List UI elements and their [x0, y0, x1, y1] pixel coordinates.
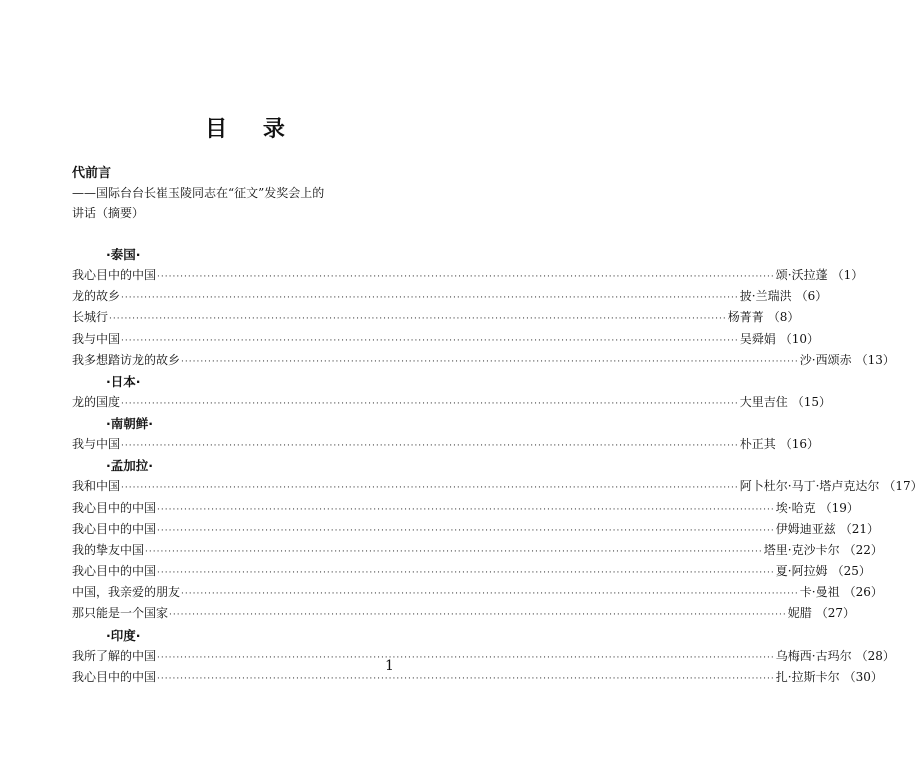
dot-leader: ································································································································································: [169, 610, 787, 621]
entry-author: 吴舜娟: [739, 331, 776, 346]
entry-author: 伊姆迪亚兹: [775, 521, 836, 536]
toc-entry: [72, 540, 883, 561]
entry-author: 阿卜杜尔·马丁·塔卢克达尔: [739, 479, 880, 494]
entry-page: （27）: [815, 606, 856, 621]
toc-entry: [72, 519, 880, 540]
page-number: 1: [385, 658, 394, 674]
toc-entry: [72, 582, 883, 603]
entry-author: 颂·沃拉蓬: [775, 268, 828, 282]
entry-title: 我心目中的中国: [72, 564, 157, 579]
dot-leader: ································································································································································: [181, 589, 799, 600]
entry-author: 杨菁菁: [727, 310, 764, 325]
dot-leader: ································································································································································: [157, 652, 775, 663]
toc-entry: [72, 476, 923, 497]
entry-page: （16）: [779, 437, 820, 452]
dot-leader: ································································································································································: [121, 398, 739, 409]
entry-author: 乌梅西·古玛尔: [775, 648, 852, 663]
section-country-heading: ·印度·: [106, 627, 141, 643]
entry-author: 夏·阿拉姆: [775, 564, 828, 579]
entry-page: （28）: [855, 648, 895, 663]
entry-page: （10）: [779, 331, 820, 346]
preface-heading: 代前言: [72, 166, 112, 181]
entry-page: （21）: [839, 521, 880, 536]
dot-leader: ································································································································································: [157, 568, 775, 579]
entry-title: 中国，我亲爱的朋友: [72, 585, 181, 600]
entry-page: （26）: [843, 585, 883, 600]
entry-title: 我与中国: [72, 437, 121, 452]
entry-title: 我与中国: [72, 331, 121, 346]
toc-entry: [72, 603, 856, 624]
entry-title: 长城行: [72, 310, 109, 325]
entry-page: （15）: [791, 394, 832, 409]
section-country-heading: ·泰国·: [106, 247, 141, 262]
toc-entry: [72, 667, 883, 688]
entry-author: 沙·西颂赤: [799, 352, 852, 367]
section-country-heading: ·孟加拉·: [106, 458, 153, 474]
dot-leader: ································································································································································: [157, 504, 775, 515]
entry-title: 那只能是一个国家: [72, 606, 169, 621]
entry-page: （13）: [855, 352, 895, 367]
dot-leader: ································································································································································: [121, 441, 739, 452]
page-title: 目 录: [205, 117, 299, 142]
entry-author: 朴正其: [739, 437, 776, 452]
entry-page: （8）: [767, 310, 800, 325]
preface-subtitle-line1: ——国际台台长崔玉陵同志在“征文”发奖会上的: [72, 186, 325, 200]
entry-author: 扎·拉斯卡尔: [775, 669, 840, 684]
entry-title: 我心目中的中国: [72, 521, 157, 536]
dot-leader: ································································································································································: [157, 272, 775, 282]
toc-entry: [72, 392, 832, 413]
toc-entry: [72, 265, 864, 286]
entry-page: （25）: [831, 564, 871, 579]
toc-entry: [72, 307, 800, 328]
dot-leader: ································································································································································: [109, 314, 727, 325]
entry-title: 我的挚友中国: [72, 542, 145, 557]
toc-entry: [72, 646, 895, 667]
dot-leader: ································································································································································: [121, 293, 739, 304]
entry-title: 我所了解的中国: [72, 648, 157, 663]
dot-leader: ································································································································································: [157, 673, 775, 684]
toc-entry: [72, 350, 895, 371]
dot-leader: ································································································································································: [181, 356, 799, 367]
dot-leader: ································································································································································: [121, 483, 739, 494]
entry-author: 大里吉住: [739, 394, 788, 409]
entry-title: 我心目中的中国: [72, 669, 157, 684]
entry-title: 我多想踏访龙的故乡: [72, 352, 181, 367]
toc-entry: [72, 498, 859, 519]
entry-page: （22）: [843, 542, 883, 557]
toc-entry: [72, 434, 820, 455]
section-country-heading: ·南朝鲜·: [106, 416, 153, 432]
toc-entry: [72, 286, 828, 307]
preface-subtitle-line2: 讲话（摘要）: [72, 206, 145, 220]
entry-page: （19）: [819, 500, 859, 515]
entry-title: 我心目中的中国: [72, 268, 157, 282]
table-of-contents: [72, 244, 923, 688]
entry-author: 塔里·克沙卡尔: [763, 542, 840, 557]
entry-page: （1）: [831, 268, 864, 282]
entry-title: 我和中国: [72, 479, 121, 494]
entry-title: 龙的故乡: [72, 289, 121, 304]
entry-page: （6）: [795, 289, 828, 304]
entry-title: 龙的国度: [72, 394, 121, 409]
dot-leader: ································································································································································: [157, 525, 775, 536]
entry-author: 埃·哈克: [775, 500, 816, 515]
toc-entry: [72, 329, 820, 350]
entry-title: 我心目中的中国: [72, 500, 157, 515]
dot-leader: ································································································································································: [145, 546, 763, 557]
entry-author: 披·兰瑞洪: [739, 289, 792, 304]
entry-page: （30）: [843, 669, 883, 684]
toc-entry: [72, 561, 871, 582]
entry-author: 卡·曼祖: [799, 585, 840, 600]
section-country-heading: ·日本·: [106, 373, 141, 389]
dot-leader: ································································································································································: [121, 335, 739, 346]
entry-author: 妮腊: [787, 606, 812, 621]
entry-page: （17）: [883, 479, 923, 494]
